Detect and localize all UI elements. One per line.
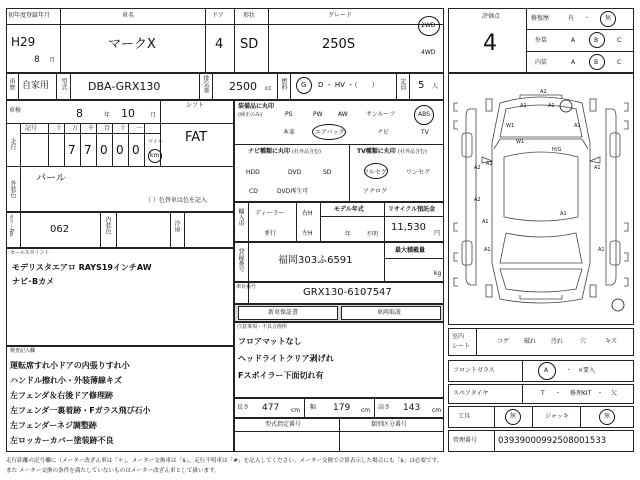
sales-line: モデリスタエアロ RAYS19インチAW (12, 263, 152, 272)
divider (339, 418, 340, 452)
header-frame (6, 8, 444, 73)
type-designation-label: 型式指定番号 (265, 421, 302, 428)
inspection-month-unit: 月 (150, 112, 157, 119)
int-label: 内装 (535, 59, 548, 66)
jack-value: 無 (604, 413, 611, 420)
seats-label: 定員 (399, 78, 406, 90)
seats-unit: 人 (432, 83, 439, 90)
repair-dot: ・ (584, 15, 591, 22)
equipment-sub: (純正のみ) (238, 112, 262, 118)
divider (128, 123, 129, 166)
vehicle-manual: 車両取説 (377, 309, 402, 316)
jack-label: ジャッキ (545, 413, 569, 420)
divider (199, 73, 200, 100)
nav-dvd: DVD (288, 169, 302, 176)
notes-label: 注意事項・不具合箇所 (237, 324, 288, 330)
equip-navi: ナビ (377, 129, 390, 136)
interior-color-label: 内装色 (104, 216, 111, 234)
grade-label: グレード (328, 12, 353, 19)
model-code-value: DBA-GRX130 (88, 80, 161, 93)
divider (396, 73, 397, 100)
nav-type-title: ナビ種類に丸印 (248, 148, 291, 155)
spare-dot: ・ (597, 390, 604, 397)
tv-type-sub: (社外品含む) (398, 149, 427, 155)
grade-value: 250S (322, 37, 356, 52)
nav-sd: SD (323, 169, 332, 176)
displacement-label: 排気量 (202, 75, 209, 93)
divider (320, 216, 444, 217)
height-label: 高さ (378, 404, 391, 411)
divider (384, 242, 385, 282)
damage-label: A1 (484, 247, 491, 253)
front-glass-ok: A (544, 367, 549, 374)
length-unit: cm (291, 407, 301, 414)
divider (60, 8, 61, 73)
recycle-label: リサイクル預託金 (388, 206, 436, 213)
max-load-label: 最大積載量 (395, 247, 426, 254)
seats-value: 5 (418, 80, 425, 91)
note-line: Fスポイラー下面切れ有 (238, 371, 324, 380)
divider (526, 8, 527, 73)
spare-missing: 欠 (611, 390, 618, 397)
divider (476, 328, 477, 356)
model-year-unit: 年 (345, 231, 352, 238)
damage-label: W1 (506, 123, 515, 129)
nav-hdd: HDD (246, 169, 260, 176)
damage-label: A1 (520, 103, 527, 109)
int-grade-c: C (617, 59, 622, 66)
max-load-unit: kg (434, 270, 442, 277)
damage-label: A1 (574, 123, 581, 129)
equipment-label: 装備品に丸印 (238, 103, 275, 110)
reg-month: 8 (34, 55, 40, 65)
digit-label: 十 (56, 125, 63, 132)
unit-mile: マイル (148, 139, 163, 145)
digit-label: 十 (120, 125, 127, 132)
spare-kit: 修理KIT (570, 390, 592, 397)
chassis-value: GRX130-6107547 (303, 287, 392, 298)
mileage-digit: 0 (116, 143, 124, 157)
divider (374, 398, 375, 418)
drive-4wd: 4WD (421, 49, 436, 56)
recycle-value: 11,530 (391, 222, 426, 233)
exterior-note: （ ）色替車は色を記入 (145, 197, 207, 204)
divider (80, 123, 81, 166)
tools-label: 工具 (458, 413, 471, 420)
divider (296, 202, 297, 242)
car-diagram (448, 73, 634, 325)
import-right: 右H (302, 210, 313, 217)
damage-label: A2 (474, 165, 481, 171)
divider (522, 360, 523, 382)
inspection-year-unit: 年 (104, 112, 111, 119)
tools-value: 無 (510, 413, 517, 420)
divider (184, 212, 185, 248)
divider (56, 73, 57, 100)
shape-label: 形状 (243, 12, 256, 19)
mileage-label: 走行 (9, 138, 16, 150)
unit-km: km (150, 152, 160, 159)
new-warranty: 新車保証書 (268, 309, 299, 316)
seat-label-1: 室内 (452, 333, 465, 340)
divider (494, 406, 495, 428)
digit-label: 万 (72, 125, 79, 132)
divider (522, 384, 523, 404)
divider (96, 123, 97, 166)
model-code-label: 型式 (60, 78, 67, 90)
divider (409, 73, 410, 100)
damage-label: W1 (516, 139, 525, 145)
model-year-unknown: 不明 (366, 231, 379, 238)
import-dealer: ディーラー (255, 210, 285, 217)
exterior-color: パール (36, 173, 66, 184)
mileage-digit: 0 (132, 143, 140, 157)
ext-label: 外装 (535, 37, 548, 44)
fuel-label: 燃料 (280, 78, 287, 90)
inspector-line: 左ロッカーカバー塗装跡不良 (10, 436, 114, 445)
tv-analog: アナログ (363, 188, 388, 195)
divider (384, 258, 444, 259)
car-name-label: 車名 (122, 12, 135, 19)
divider (6, 166, 234, 167)
divider (20, 123, 21, 212)
equip-airbag: エアバック (315, 129, 345, 136)
front-glass-bad: ×要入 (578, 367, 596, 374)
divider (494, 430, 495, 452)
mileage-digit: 7 (68, 143, 76, 157)
inspector-line: 運転席すれ小ドアの内張りすれ小 (10, 361, 130, 370)
width-unit: cm (361, 407, 371, 414)
damage-label: H/G (552, 147, 562, 153)
divider (248, 202, 249, 242)
int-grade-a: A (571, 59, 576, 66)
equip-sunroof: サンルーフ (366, 111, 396, 118)
damage-label: A1 (486, 161, 493, 167)
note-line: フロアマットなし (238, 337, 302, 346)
score-value: 4 (483, 31, 497, 56)
damage-label: A1 (598, 247, 605, 253)
equip-pw: PW (313, 111, 323, 118)
divider (526, 51, 634, 52)
equip-ps: PS (285, 111, 293, 118)
footer-line-1: 走行距離の記号欄に（メーター改ざん車は「＊」、メーター交換車は「$」、走行不明車は「#」を記入してください。メーター交換で合算表示した場合にも「$」は必要です。 (6, 458, 443, 464)
nav-cd: CD (249, 188, 258, 195)
length-value: 477 (262, 403, 280, 413)
seat-stain: 汚れ (551, 338, 564, 345)
damage-label: A2 (540, 89, 547, 95)
divider (212, 73, 213, 100)
spare-label: スペアタイヤ (453, 390, 489, 397)
front-glass-dot: ・ (566, 367, 573, 374)
drive-2wd: 2WD (421, 22, 436, 29)
inspector-line: 左フェンダーネジ調整跡 (10, 421, 97, 430)
divider (144, 123, 145, 166)
damage-label: A1 (560, 211, 567, 217)
divider (234, 431, 444, 432)
tv-oneseg: ワンセグ (406, 169, 431, 176)
spare-t: T (541, 390, 545, 397)
footer-line-2: また メーター交換の条件を満たしていないものはメーター改ざん車として扱います。 (6, 468, 220, 474)
divider (6, 123, 234, 124)
divider (205, 8, 206, 73)
int-grade-b: B (594, 59, 599, 66)
color-no-value: 062 (50, 224, 70, 235)
divider (18, 73, 19, 100)
reg-date-label: 初年度登録年月 (8, 12, 51, 19)
sales-line: ナビ･Bカメ (12, 277, 55, 286)
divider (234, 8, 235, 73)
divider (6, 24, 444, 25)
divider (349, 144, 350, 202)
door-label: ドア (212, 12, 224, 19)
divider (170, 212, 171, 248)
seat-scratch: キズ (605, 338, 617, 345)
registration-label: 登録番号 (237, 248, 244, 272)
import-left: 左H (302, 230, 313, 237)
divider (64, 123, 65, 166)
score-label: 評価点 (482, 13, 501, 20)
inspector-label: 検査記入欄 (10, 348, 36, 354)
mgmt-value: 03939000992508001533 (498, 436, 607, 446)
divider (320, 202, 321, 242)
seat-tear: 破れ (524, 338, 537, 345)
import-label: 輸入車 (237, 208, 244, 226)
digit-label-sign: 記号 (25, 125, 38, 132)
width-label: 幅 (310, 404, 317, 411)
registration-value: 福岡303ふ6591 (278, 255, 353, 266)
cooling-label: 冷房 (173, 220, 180, 232)
repair-yes: 有 (568, 15, 575, 22)
divider (384, 202, 385, 242)
divider (526, 29, 634, 30)
reg-year: H29 (11, 35, 36, 49)
spare-dot: ・ (555, 390, 562, 397)
divider (248, 242, 249, 282)
front-glass-label: フロントガラス (453, 367, 495, 374)
digit-label: 一 (136, 125, 143, 132)
displacement-unit: cc (265, 85, 272, 92)
inspection-year: 8 (76, 107, 83, 120)
sales-label: セールスポイント (10, 250, 50, 256)
note-line: ヘッドライトクリア剥げれ (238, 354, 334, 363)
tv-type-title: TV種類に丸印 (357, 148, 396, 155)
color-no-frame (6, 212, 234, 248)
seat-burn: コゲ (497, 338, 510, 345)
mileage-digit: 0 (100, 143, 108, 157)
equip-aw: AW (338, 111, 348, 118)
length-label: 長さ (237, 404, 250, 411)
recycle-unit: 円 (434, 230, 441, 237)
chassis-label: 車台番号 (236, 284, 257, 290)
divider (532, 406, 533, 428)
repair-no: 無 (605, 15, 612, 22)
divider (20, 133, 160, 134)
divider (100, 212, 101, 248)
divider (70, 73, 71, 100)
car-history-label: 車歴 (8, 78, 15, 90)
divider (20, 212, 21, 248)
damage-label: A2 (474, 197, 481, 203)
car-name: マークX (108, 37, 156, 52)
inspection-month: 10 (121, 107, 135, 120)
damage-label: A1 (548, 103, 555, 109)
seat-label-2: シート (452, 343, 471, 350)
fuel-value: G (301, 81, 307, 89)
import-parallel: 並行 (264, 230, 277, 237)
divider (304, 398, 305, 418)
seat-hole: 穴 (580, 338, 587, 345)
inspector-line: 左フェンダ一裏着跡・Fガラス飛び石小 (10, 406, 151, 415)
reg-month-unit: 月 (49, 57, 56, 64)
divider (277, 73, 278, 100)
divider (112, 123, 113, 166)
exterior-label: 外装色 (9, 180, 16, 198)
car-history-value: 自家用 (22, 81, 50, 91)
shift-label: シフト (186, 102, 205, 109)
fuel-others: D ・ HV ・（ ） (318, 81, 379, 89)
inspector-line: 左フェンダ＆右後ドア修理跡 (10, 391, 114, 400)
mileage-digit: 7 (84, 143, 92, 157)
nav-dvd-play: DVD再生可 (277, 188, 309, 195)
class-number-label: 類別区分番号 (371, 421, 408, 428)
divider (580, 406, 581, 428)
ext-grade-c: C (617, 37, 622, 44)
divider (48, 123, 49, 166)
width-value: 179 (333, 403, 351, 413)
divider (268, 8, 269, 73)
damage-label: A1 (594, 165, 601, 171)
shift-value: FAT (185, 130, 208, 145)
nav-type-sub: (社外品含む) (292, 149, 321, 155)
inspection-label: 車検 (9, 107, 22, 114)
model-year-label: モデル年式 (334, 206, 364, 213)
height-value: 143 (403, 403, 421, 413)
door-count: 4 (215, 37, 224, 52)
repair-label: 修復歴 (531, 15, 550, 22)
color-no-label: カラーNo. (8, 214, 14, 238)
ext-grade-b: B (594, 37, 599, 44)
equip-leather: 本革 (283, 129, 296, 136)
damage-label: A1 (482, 219, 489, 225)
displacement-value: 2500 (229, 80, 257, 93)
height-unit: cm (432, 407, 442, 414)
tv-fullseg: フルセグ (363, 169, 387, 176)
digit-label: 千 (88, 125, 95, 132)
equip-abs: ABS (418, 111, 430, 118)
divider (290, 73, 291, 100)
divider (234, 144, 444, 145)
divider (116, 212, 117, 248)
ext-grade-a: A (571, 37, 576, 44)
body-shape: SD (240, 37, 259, 52)
equip-tv: TV (421, 129, 429, 136)
mgmt-label: 管理番号 (453, 437, 478, 444)
inspector-line: ハンドル擦れ小・外装薄線キズ (10, 376, 122, 385)
digit-label: 百 (104, 125, 111, 132)
